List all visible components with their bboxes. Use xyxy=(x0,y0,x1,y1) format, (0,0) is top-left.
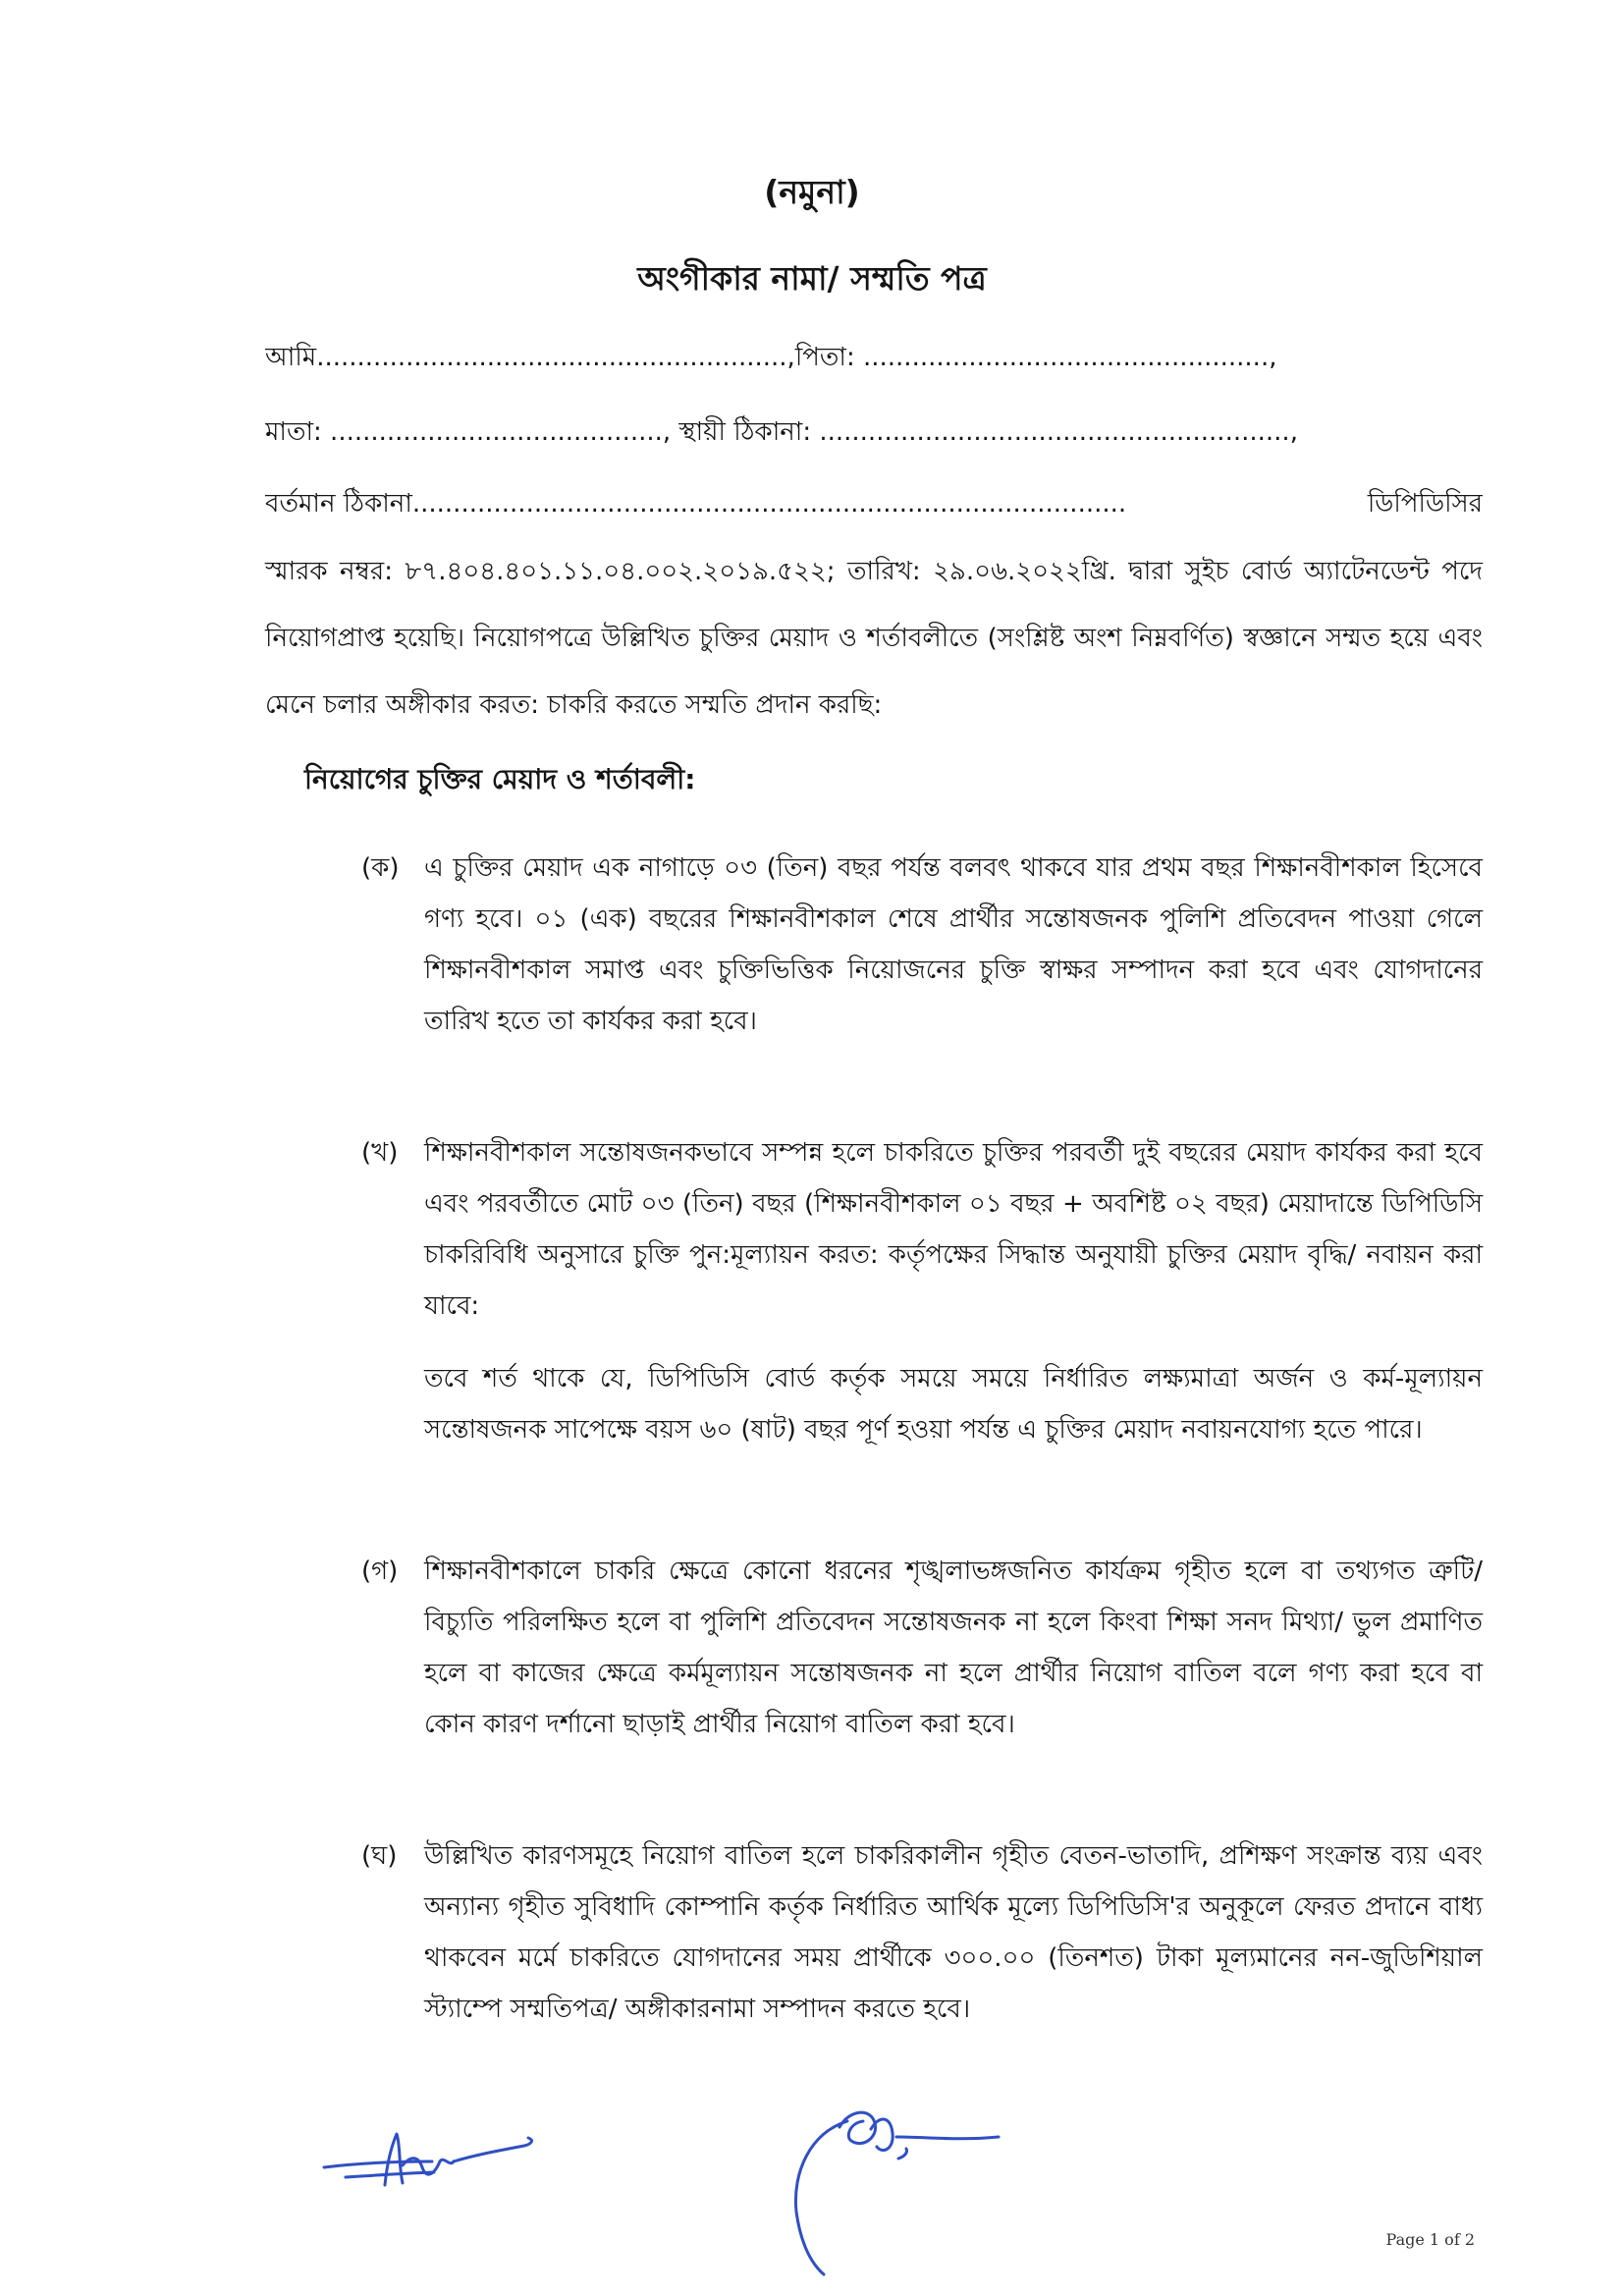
clause-label: (গ) xyxy=(361,1557,399,1586)
dpdc-text: ডিপিডিসির xyxy=(1367,489,1483,519)
clause-paragraph: শিক্ষানবীশকাল সন্তোষজনকভাবে সম্পন্ন হলে চাকরিতে চুক্তির পরবর্তী দুই বছরের মেয়াদ কার্যকর করা হবে এবং পরবর্তীতে মোট ০৩ (তিন) বছর (শিক্ষানবীশকাল ০১ বছর + অবশিষ্ট ০২ বছর) মেয়াদান্তে ডিপিডিসি চাকরিবিধি অনুসারে চুক্তি পুন:মূল্যায়ন করত: কর্তৃপক্ষের সিদ্ধান্ত অনুযায়ী চুক্তির মেয়াদ বৃদ্ধি/ নবায়ন করা যাবে: xyxy=(424,1138,1483,1321)
clause-paragraph: উল্লিখিত কারণসমূহে নিয়োগ বাতিল হলে চাকরিকালীন গৃহীত বেতন-ভাতাদি, প্রশিক্ষণ সংক্রান্ত ব্যয় এবং অন্যান্য গৃহীত সুবিধাদি কোম্পানি কর্তৃক নির্ধারিত আর্থিক মূল্যে ডিপিডিসি'র অনুকূলে ফেরত প্রদানে বাধ্য থাকবেন মর্মে চাকরিতে যোগদানের সময় প্রার্থীকে ৩০০.০০ (তিনশত) টাকা মূল্যমানের নন-জুডিশিয়াল স্ট্যাম্পে সম্মতিপত্র/ অঙ্গীকারনামা সম্পাদন করতে হবে। xyxy=(424,1841,1483,2024)
clause-ka xyxy=(361,843,1483,1068)
clause-label: (ঘ) xyxy=(361,1841,398,1871)
clause-paragraph: শিক্ষানবীশকালে চাকরি ক্ষেত্রে কোনো ধরনের শৃঙ্খলাভঙ্গজনিত কার্যক্রম গৃহীত হলে বা তথ্যগত ত্রুটি/ বিচ্যুতি পরিলক্ষিত হলে বা পুলিশি প্রতিবেদন সন্তোষজনক না হলে কিংবা শিক্ষা সনদ মিথ্যা/ ভুল প্রমাণিত হলে বা কাজের ক্ষেত্রে কর্মমূল্যায়ন সন্তোষজনক না হলে প্রার্থীর নিয়োগ বাতিল বলে গণ্য করা হবে বা কোন কারণ দর্শানো ছাড়াই প্রার্থীর নিয়োগ বাতিল করা হবে। xyxy=(424,1557,1483,1739)
present-address-label: বর্তমান ঠিকানা........................................................................................ xyxy=(265,489,1127,519)
signature-left xyxy=(316,2126,542,2195)
present-address-fill-line xyxy=(265,486,1483,521)
page-number: Page 1 of 2 xyxy=(1385,2230,1475,2249)
clause-kha xyxy=(361,1127,1483,1477)
section-heading: নিয়োগের চুক্তির মেয়াদ ও শর্তাবলী: xyxy=(304,763,696,795)
clause-proviso-paragraph: তবে শর্ত থাকে যে, ডিপিডিসি বোর্ড কর্তৃক সময়ে সময়ে নির্ধারিত লক্ষ্যমাত্রা অর্জন ও কর্ম-মূল্যায়ন সন্তোষজনক সাপেক্ষে বয়স ৬০ (ষাট) বছর পূর্ণ হওয়া পর্যন্ত এ চুক্তির মেয়াদ নবায়নযোগ্য হতে পারে। xyxy=(424,1364,1483,1445)
intro-text: স্মারক নম্বর: ৮৭.৪০৪.৪০১.১১.০৪.০০২.২০১৯.৫২২; তারিখ: ২৯.০৬.২০২২খ্রি. দ্বারা সুইচ বোর্ড অ্যাটেনডেন্ট পদে নিয়োগপ্রাপ্ত হয়েছি। নিয়োগপত্রে উল্লিখিত চুক্তির মেয়াদ ও শর্তাবলীতে (সংশ্লিষ্ট অংশ নিম্নবর্ণিত) স্বজ্ঞানে সম্মত হয়ে এবং মেনে চলার অঙ্গীকার করত: চাকরি করতে সম্মতি প্রদান করছি: xyxy=(265,557,1483,720)
sample-label: (নমুনা) xyxy=(764,173,860,211)
clause-gha xyxy=(361,1831,1483,2056)
clause-paragraph: এ চুক্তির মেয়াদ এক নাগাড়ে ০৩ (তিন) বছর পর্যন্ত বলবৎ থাকবে যার প্রথম বছর শিক্ষানবীশকাল হিসেবে গণ্য হবে। ০১ (এক) বছরের শিক্ষানবীশকাল শেষে প্রার্থীর সন্তোষজনক পুলিশি প্রতিবেদন পাওয়া গেলে শিক্ষানবীশকাল সমাপ্ত এবং চুক্তিভিত্তিক নিয়োজনের চুক্তি স্বাক্ষর সম্পাদন করা হবে এবং যোগদানের তারিখ হতে তা কার্যকর করা হবে। xyxy=(424,853,1483,1036)
name-father-fill-line: আমি..........................................................,পিতা: .................................................., xyxy=(265,343,1277,372)
clause-ga xyxy=(361,1546,1483,1772)
intro-paragraph xyxy=(265,538,1483,738)
clause-label: (ক) xyxy=(361,853,400,883)
mother-permanent-address-fill-line: মাতা: ........................................., স্থায়ী ঠিকানা: .........................................................., xyxy=(265,417,1298,447)
document-title: অংগীকার নামা/ সম্মতি পত্র xyxy=(637,259,987,298)
clause-label: (খ) xyxy=(361,1138,399,1168)
signature-right xyxy=(781,2094,1006,2280)
